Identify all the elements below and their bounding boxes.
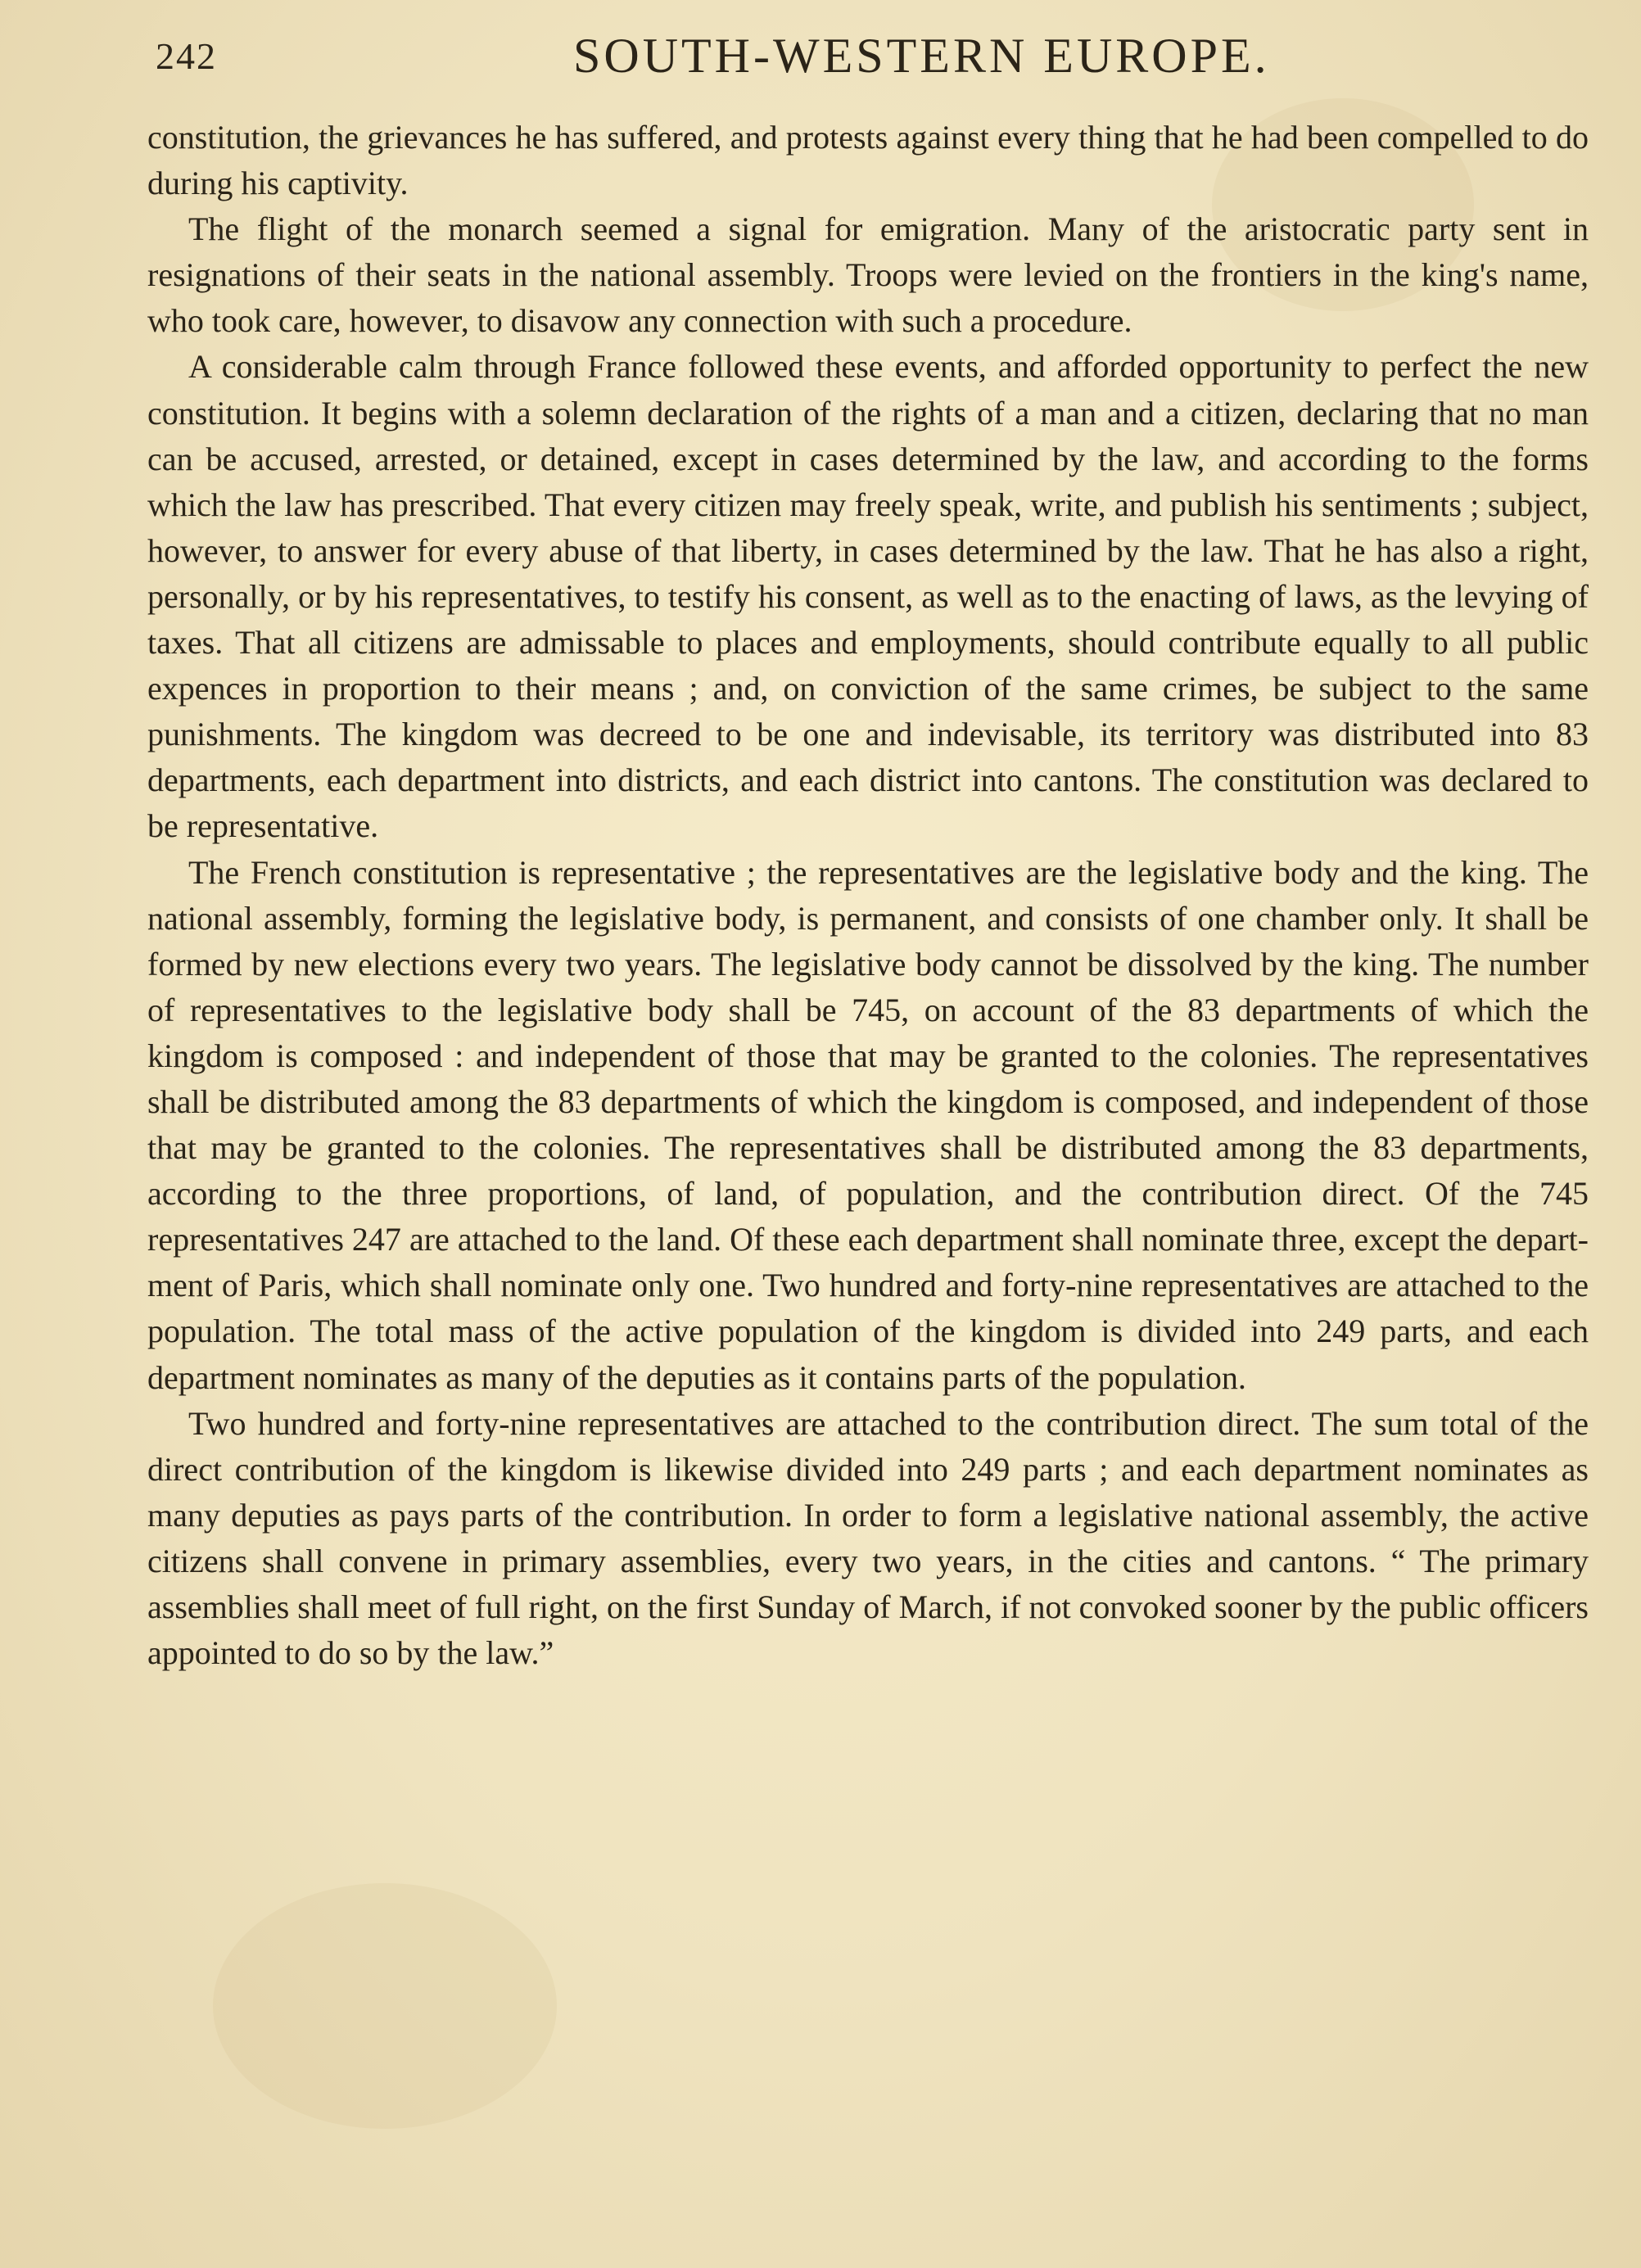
paragraph: A considerable calm through France followed these events, and afforded opportunity to perfect the new constitution. It begins with a solemn declaration of the rights of a man and a citizen, declaring that no man can be accused, arrested, or detained, except in cases determined by the law, and according to the forms which the law has prescribed. That every citizen may freely speak, write, and publish his sentiments ; subject, however, to answer for every abuse of that liberty, in cases determined by the law. That he has also a right, personally, or by his representatives, to testify his consent, as well as to the enacting of laws, as the levying of taxes. That all citizens are admissable to places and employments, should contribute equally to all public expences in proportion to their means ; and, on conviction of the same crimes, be subject to the same punishments. The kingdom was decreed to be one and indevisable, its territory was distributed into 83 departments, each department into districts, and each district into cantons. The constitution was declared to be representative. — [147, 348, 1589, 845]
body-text — [147, 115, 1589, 1676]
page-header — [0, 25, 1641, 90]
page-number: 242 — [156, 35, 217, 77]
paragraph: The French constitution is representative ; the representatives are the legislative body and the king. The national assembly, forming the legislative body, is permanent, and consists of one chamber only. It shall be formed by new elections every two years. The legislative body cannot be dissolved by the king. The number of representatives to the legislative body shall be 745, on account of the 83 departments of which the kingdom is composed : and independent of those that may be granted to the colonies. The representatives shall be distributed among the 83 departments of which the kingdom is composed, and independent of those that may be granted to the colonies. The representatives shall be distributed among the 83 departments, according to the three proportions, of land, of population, and the contribution direct. Of the 745 representatives 247 are attached to the land. Of these each department shall nominate three, except the department of Paris, which shall nominate only one. Two hundred and forty-nine representatives are attached to the population. The total mass of the active population of the kingdom is divided into 249 parts, and each department nominates as many of the deputies as it contains parts of the population. — [147, 853, 1589, 1396]
running-head: SOUTH-WESTERN EUROPE. — [573, 29, 1270, 83]
paragraph: Two hundred and forty-nine representatives are attached to the contribution direct. The sum total of the direct contribution of the kingdom is likewise divided into 249 parts ; and each department nominates as many deputies as pays parts of the contribution. In order to form a legislative national assembly, the active citizens shall convene in primary assemblies, every two years, in the cities and cantons. “ The primary assemblies shall meet of full right, on the first Sunday of March, if not convoked sooner by the public officers appointed to do so by the law.” — [147, 1404, 1589, 1672]
paper-stain — [213, 1883, 557, 2129]
paragraph: The flight of the monarch seemed a signal for emigration. Many of the aristocratic party sent in resignations of their seats in the national assembly. Troops were levied on the frontiers in the king's name, who took care, however, to disavow any connection with such a procedure. — [147, 210, 1589, 340]
paragraph: constitution, the grievances he has suffered, and protests against every thing that he had been compelled to do during his captivity. — [147, 119, 1589, 202]
